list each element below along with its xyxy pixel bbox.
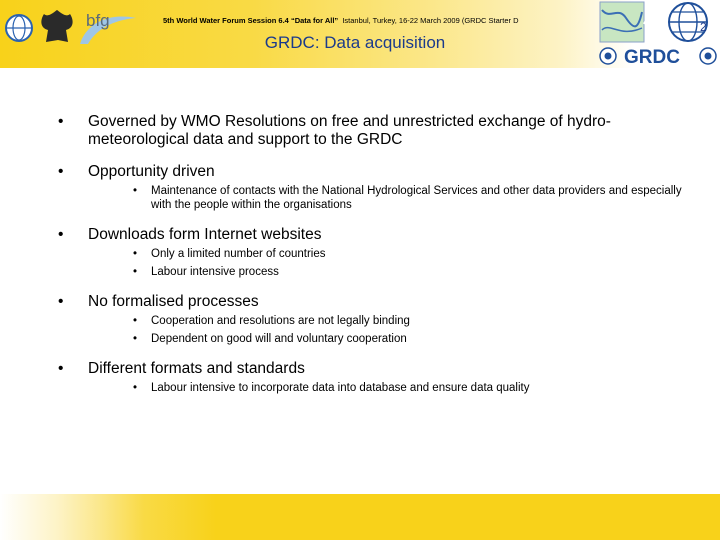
bullet-dot: • [58,360,64,377]
sub-bullet-item [133,332,688,346]
sub-bullet-text: Cooperation and resolutions are not legally binding [151,315,410,327]
bfg-logo-text: bfg [86,11,110,30]
bullet-level1 [58,226,688,244]
page-number: 2 [700,20,707,34]
eagle-icon [41,10,72,42]
grdc-logo [596,0,720,68]
sub-bullet-dot: • [133,315,138,327]
bullet-item [58,163,688,212]
sub-bullet-item [133,184,688,212]
sub-bullet-item [133,314,688,328]
footer-session: 5th World Water Forum Session 6.4 “Data for All” [163,16,339,25]
bullet-level1 [58,163,688,181]
footer-band [0,494,720,540]
bullet-dot: • [58,113,64,130]
sub-bullet-list [133,247,688,279]
sub-bullet-item [133,265,688,279]
footer-details: Istanbul, Turkey, 16-22 March 2009 (GRDC Starter D [342,16,519,25]
bullet-item [58,113,688,149]
bullet-dot: • [58,226,64,243]
footer-logos [0,0,150,46]
bullet-text: Downloads form Internet websites [88,226,322,243]
bullet-dot: • [58,293,64,310]
sub-bullet-text: Only a limited number of countries [151,248,326,260]
sub-bullet-item [133,381,688,395]
bullet-list [58,113,688,409]
sub-bullet-dot: • [133,382,138,394]
bullet-item [58,360,688,395]
bullet-level1 [58,293,688,311]
bullet-item [58,293,688,346]
sub-bullet-dot: • [133,185,138,197]
bullet-item [58,226,688,279]
sub-bullet-text: Labour intensive process [151,266,279,278]
bullet-text: Opportunity driven [88,163,215,180]
sub-bullet-text: Labour intensive to incorporate data into database and ensure data quality [151,382,530,394]
grdc-logo-text: GRDC [624,47,680,68]
footer-caption [163,16,547,25]
sub-bullet-text: Dependent on good will and voluntary cooperation [151,333,407,345]
sub-bullet-list [133,184,688,212]
slide-title: GRDC: Data acquisition [264,33,446,52]
sub-bullet-list [133,314,688,346]
bullet-level1 [58,360,688,378]
sub-bullet-text: Maintenance of contacts with the National Hydrological Services and other data providers and especially with the people within the organisations [151,185,682,211]
sub-bullet-dot: • [133,333,138,345]
sub-bullet-item [133,247,688,261]
bullet-level1 [58,113,688,149]
sub-bullet-list [133,381,688,395]
bullet-text: Different formats and standards [88,360,305,377]
sub-bullet-dot: • [133,266,138,278]
bullet-text: No formalised processes [88,293,259,310]
bullet-dot: • [58,163,64,180]
sub-bullet-dot: • [133,248,138,260]
bullet-text: Governed by WMO Resolutions on free and unrestricted exchange of hydro-meteorological data and support to the GRDC [88,113,611,148]
